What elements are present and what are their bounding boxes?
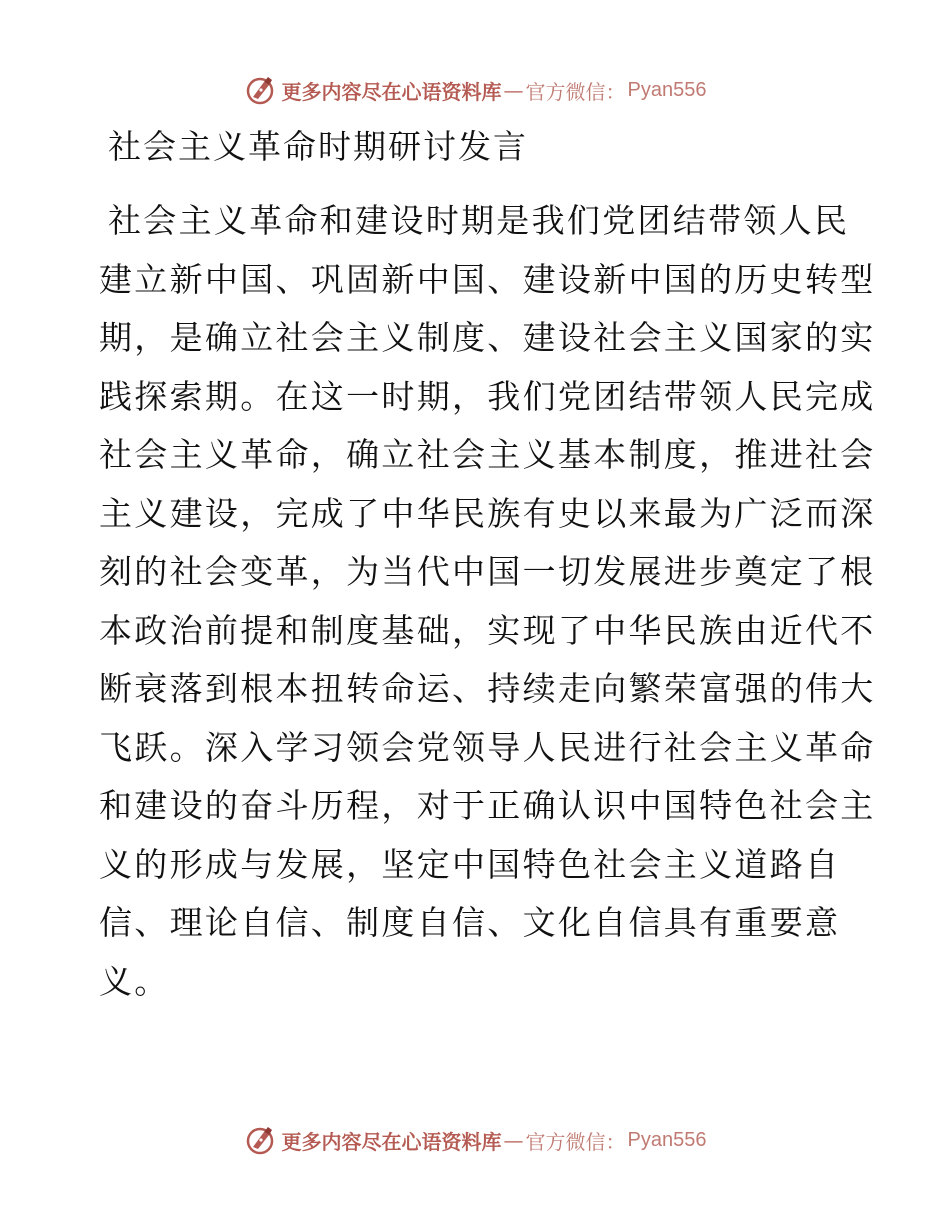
body-line: 期，是确立社会主义制度、建设社会主义国家的实 <box>99 318 876 357</box>
body-line: 飞跃。深入学习领会党领导人民进行社会主义革命 <box>99 727 876 767</box>
body-line: 社会主义革命，确立社会主义基本制度，推进社会 <box>99 435 876 474</box>
body-line: 义。 <box>99 961 170 1001</box>
wechat-label: 官方微信： <box>525 79 626 104</box>
wechat-label: 官方微信： <box>525 1129 626 1154</box>
body-line: 践探索期。在这一时期，我们党团结带领人民完成 <box>99 376 876 416</box>
body-line: 社会主义革命和建设时期是我们党团结带领人民 <box>108 201 850 240</box>
body-line: 义的形成与发展，坚定中国特色社会主义道路自 <box>99 844 841 884</box>
header-banner <box>0 72 950 108</box>
banner-separator: — <box>503 1128 524 1152</box>
body-line: 信、理论自信、制度自信、文化自信具有重要意 <box>99 903 841 942</box>
body-line: 建立新中国、巩固新中国、建设新中国的历史转型 <box>99 259 876 299</box>
document-body <box>99 192 876 1011</box>
body-line: 和建设的奋斗历程，对于正确认识中国特色社会主 <box>99 786 876 825</box>
body-line: 刻的社会变革，为当代中国一切发展进步奠定了根 <box>99 552 876 591</box>
body-line: 断衰落到根本扭转命运、持续走向繁荣富强的伟大 <box>99 669 876 708</box>
banner-separator: — <box>503 78 524 102</box>
wechat-id: Pyan556 <box>627 1128 707 1151</box>
pen-nib-logo-icon <box>244 1124 276 1156</box>
promo-text: 更多内容尽在心语资料库 <box>281 1129 502 1154</box>
wechat-id: Pyan556 <box>627 78 707 101</box>
body-line: 本政治前提和制度基础，实现了中华民族由近代不 <box>99 610 876 650</box>
promo-text: 更多内容尽在心语资料库 <box>281 79 502 104</box>
body-line: 主义建设，完成了中华民族有史以来最为广泛而深 <box>99 493 876 533</box>
document-title: 社会主义革命时期研讨发言 <box>108 127 528 166</box>
pen-nib-logo-icon <box>244 74 276 106</box>
footer-banner <box>0 1122 950 1158</box>
